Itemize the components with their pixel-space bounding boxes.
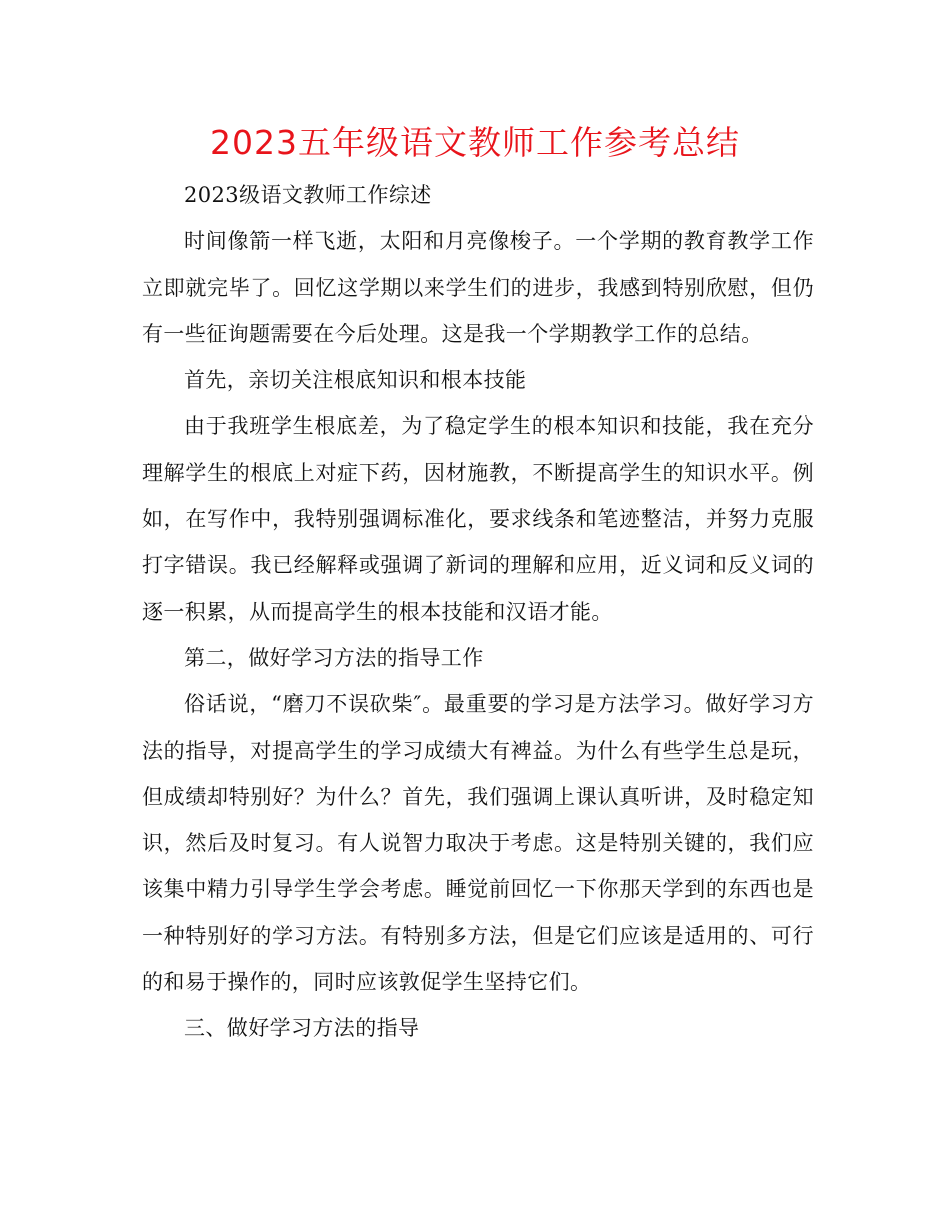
paragraph-section-2: 俗话说，“磨刀不误砍柴″。最重要的学习是方法学习。做好学习方法的指导，对提高学生的学习成绩大有裨益。为什么有些学生总是玩，但成绩却特别好？为什么？首先，我们强调上课认真听讲，及时稳定知识，然后及时复习。有人说智力取决于考虑。这是特别关键的，我们应该集中精力引导学生学会考虑。睡觉前回忆一下你那天学到的东西也是一种特别好的学习方法。有特别多方法，但是它们应该是适用的、可行的和易于操作的，同时应该敦促学生坚持它们。 (142, 692, 814, 995)
paragraph-opening: 时间像箭一样飞逝，太阳和月亮像梭子。一个学期的教育教学工作立即就完毕了。回忆这学期以来学生们的进步，我感到特别欣慰，但仍有一些征询题需要在今后处理。这是我一个学期教学工作的总结。 (142, 229, 814, 346)
document-title: 2023五年级语文教师工作参考总结 (210, 123, 740, 162)
paragraph-intro: 2023级语文教师工作综述 (184, 183, 432, 207)
section-heading-2: 第二，做好学习方法的指导工作 (184, 645, 484, 670)
section-heading-1: 首先，亲切关注根底知识和根本技能 (184, 368, 527, 393)
document-body (142, 172, 814, 1052)
section-heading-3: 三、做好学习方法的指导 (184, 1016, 420, 1041)
paragraph-section-1: 由于我班学生根底差，为了稳定学生的根本知识和技能，我在充分理解学生的根底上对症下药，因材施教，不断提高学生的知识水平。例如，在写作中，我特别强调标准化，要求线条和笔迹整洁，并努力克服打字错误。我已经解释或强调了新词的理解和应用，近义词和反义词的逐一积累，从而提高学生的根本技能和汉语才能。 (142, 414, 814, 624)
